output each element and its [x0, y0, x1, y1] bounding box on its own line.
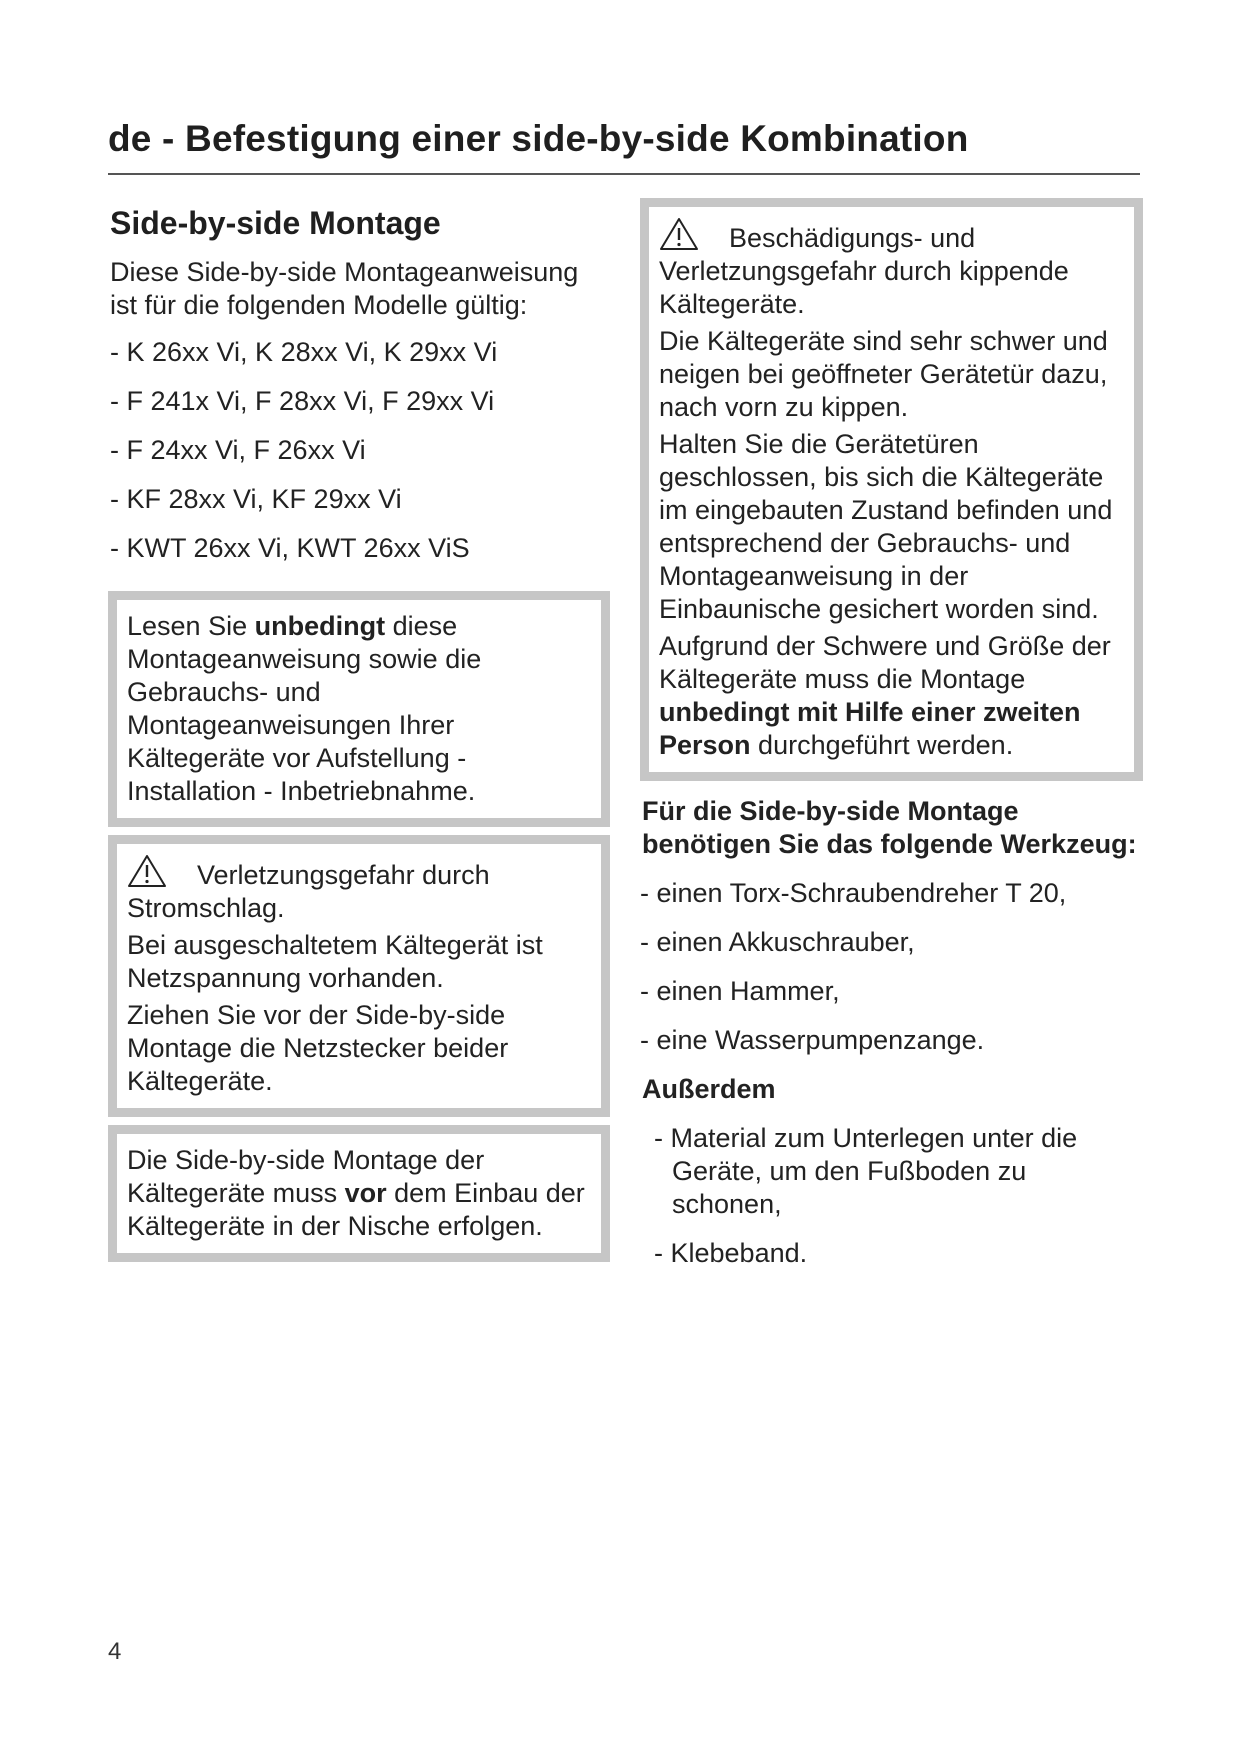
list-item: - KWT 26xx Vi, KWT 26xx ViS — [110, 533, 470, 563]
list-item: - F 24xx Vi, F 26xx Vi — [110, 435, 366, 465]
warning-line: Die Kältegeräte sind sehr schwer und neigen bei geöffneter Gerätetür dazu, nach vorn zu kippen. — [659, 326, 1108, 422]
tipping-warning — [640, 198, 1143, 781]
warning-line: Halten Sie die Gerätetüren geschlossen, bis sich die Kältegeräte im eingebauten Zustand befinden und entsprechend der Gebrauchs- und Montageanweisung in der Einbaunische gesichert worden sind. — [659, 429, 1113, 624]
warning-line: Aufgrund der Schwere und Größe der Kältegeräte muss die Montage unbedingt mit Hilfe einer zweiten Person durchgeführt werden. — [659, 631, 1111, 760]
list-item: - K 26xx Vi, K 28xx Vi, K 29xx Vi — [110, 337, 498, 367]
left-column — [108, 195, 610, 1262]
extras-list — [640, 1122, 1143, 1270]
right-column — [640, 195, 1143, 1286]
list-item: - einen Akkuschrauber, — [640, 927, 915, 957]
extras-heading: Außerdem — [642, 1074, 776, 1104]
list-item: - Material zum Unterlegen unter die Geräte, um den Fußboden zu schonen, — [654, 1123, 1078, 1219]
page-number: 4 — [108, 1638, 122, 1665]
warning-title: Verletzungsgefahr durch Stromschlag. — [127, 854, 589, 925]
mount-before-install-note — [108, 1125, 610, 1262]
list-item: - KF 28xx Vi, KF 29xx Vi — [110, 484, 402, 514]
before-note-text: Die Side-by-side Montage der Kältegeräte muss vor dem Einbau der Kältegeräte in der Nische erfolgen. — [127, 1145, 585, 1241]
model-list — [108, 336, 610, 565]
list-item: - F 241x Vi, F 28xx Vi, F 29xx Vi — [110, 386, 495, 416]
warning-title: Beschädigungs- und Verletzungsgefahr durch kippende Kältegeräte. — [659, 217, 1122, 321]
section-title: Side-by-side Montage — [110, 205, 441, 241]
list-item: - Klebeband. — [654, 1238, 808, 1268]
page-title: de - Befestigung einer side-by-side Kombination — [108, 118, 969, 159]
read-note-text: Lesen Sie unbedingt diese Montageanweisung sowie die Gebrauchs- und Montageanweisungen Ihrer Kältegeräte vor Aufstellung - Installation - Inbetriebnahme. — [127, 611, 482, 806]
intro-text: Diese Side-by-side Montageanweisung ist für die folgenden Modelle gültig: — [110, 257, 579, 320]
electric-shock-warning — [108, 835, 610, 1117]
warning-triangle-icon — [659, 217, 699, 251]
tool-list — [640, 877, 1143, 1057]
warning-triangle-icon — [127, 854, 167, 888]
list-item: - einen Torx-Schraubendreher T 20, — [640, 878, 1067, 908]
warning-line: Ziehen Sie vor der Side-by-side Montage die Netzstecker beider Kältegeräte. — [127, 1000, 509, 1096]
list-item: - einen Hammer, — [640, 976, 840, 1006]
tools-heading: Für die Side-by-side Montage benötigen Sie das folgende Werkzeug: — [642, 796, 1137, 859]
header-divider — [108, 173, 1140, 175]
list-item: - eine Wasserpumpenzange. — [640, 1025, 985, 1055]
warning-line: Bei ausgeschaltetem Kältegerät ist Netzspannung vorhanden. — [127, 930, 543, 993]
read-instructions-note — [108, 591, 610, 827]
